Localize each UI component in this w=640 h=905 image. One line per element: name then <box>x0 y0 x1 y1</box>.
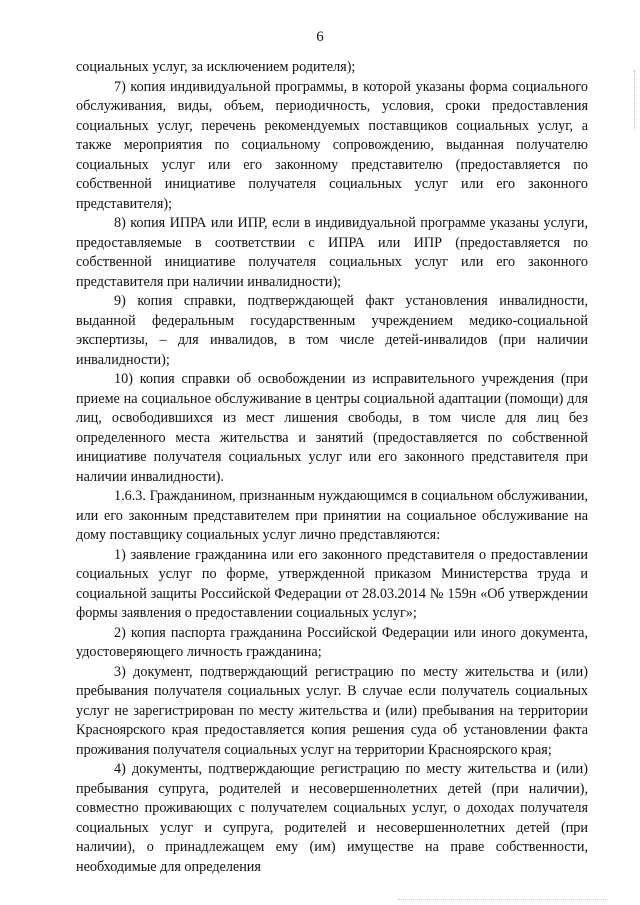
paragraph-item-8: 8) копия ИПРА или ИПР, если в индивидуальной программе указаны услуги, предоставляемые в соответствии с ИПРА или ИПР (предоставляется по собственной инициативе получателя социальных услуг или его законного представителя при наличии инвалидности); <box>76 215 588 290</box>
paragraph-item-4: 4) документы, подтверждающие регистрацию по месту жительства и (или) пребывания супруга, родителей и несовершеннолетних детей (при наличии), совместно проживающих с получателем социальных услуг, о доходах получателя социальных услуг и супруга, родителей и несовершеннолетних детей (при наличии), о принадлежащем ему (им) имуществе на праве собственности, необходимые для определения <box>76 761 588 875</box>
paragraph-item-1: 1) заявление гражданина или его законного представителя о предоставлении социальных услуг по форме, утвержденной приказом Министерства труда и социальной защиты Российской Федерации от 28.03.2014 № 159н «Об утверждении формы заявления о предоставлении социальных услуг»; <box>76 546 588 621</box>
paragraph-item-2: 2) копия паспорта гражданина Российской Федерации или иного документа, удостоверяющего личность гражданина; <box>76 624 588 660</box>
page-number: 6 <box>316 29 324 45</box>
paragraph-item-7: 7) копия индивидуальной программы, в которой указаны форма социального обслуживания, виды, объем, периодичность, условия, сроки предоставления социальных услуг, перечень рекомендуемых поставщиков социальных услуг, а также мероприятия по социальному сопровождению, выданная получателю социальных услуг или его законному представителю (предоставляется по собственной инициативе получателя социальных услуг или его законного представителя); <box>76 78 588 212</box>
paragraph-section-1-6-3: 1.6.3. Гражданином, признанным нуждающимся в социальном обслуживании, или его законным представителем при принятии на социальное обслуживание на дому поставщику социальных услуг лично представляются: <box>76 488 588 543</box>
paragraph-item-3: 3) документ, подтверждающий регистрацию по месту жительства и (или) пребывания получателя социальных услуг. В случае если получатель социальных услуг не зарегистрирован по месту жительства и (или) пребывания на территории Красноярского края предоставляется копия решения суда об установлении факта проживания получателя социальных услуг на территории Красноярского края; <box>76 663 588 758</box>
scan-bottom-mark <box>398 899 608 901</box>
document-body <box>76 58 588 877</box>
paragraph-item-10: 10) копия справки об освобождении из исправительного учреждения (при приеме на социальное обслуживание в центры социальной адаптации (помощи) для лиц, освободившихся из мест лишения свободы, в том числе для лиц без определенного места жительства и занятий (предоставляется по собственной инициативе получателя социальных услуг или его законного представителя при наличии инвалидности). <box>76 371 588 485</box>
paragraph-item-9: 9) копия справки, подтверждающей факт установления инвалидности, выданной федеральным государственным учреждением медико-социальной экспертизы, – для инвалидов, в том числе детей-инвалидов (при наличии инвалидности); <box>76 293 588 368</box>
paragraph-continuation: социальных услуг, за исключением родителя); <box>76 59 356 75</box>
scan-edge-mark <box>634 70 636 130</box>
